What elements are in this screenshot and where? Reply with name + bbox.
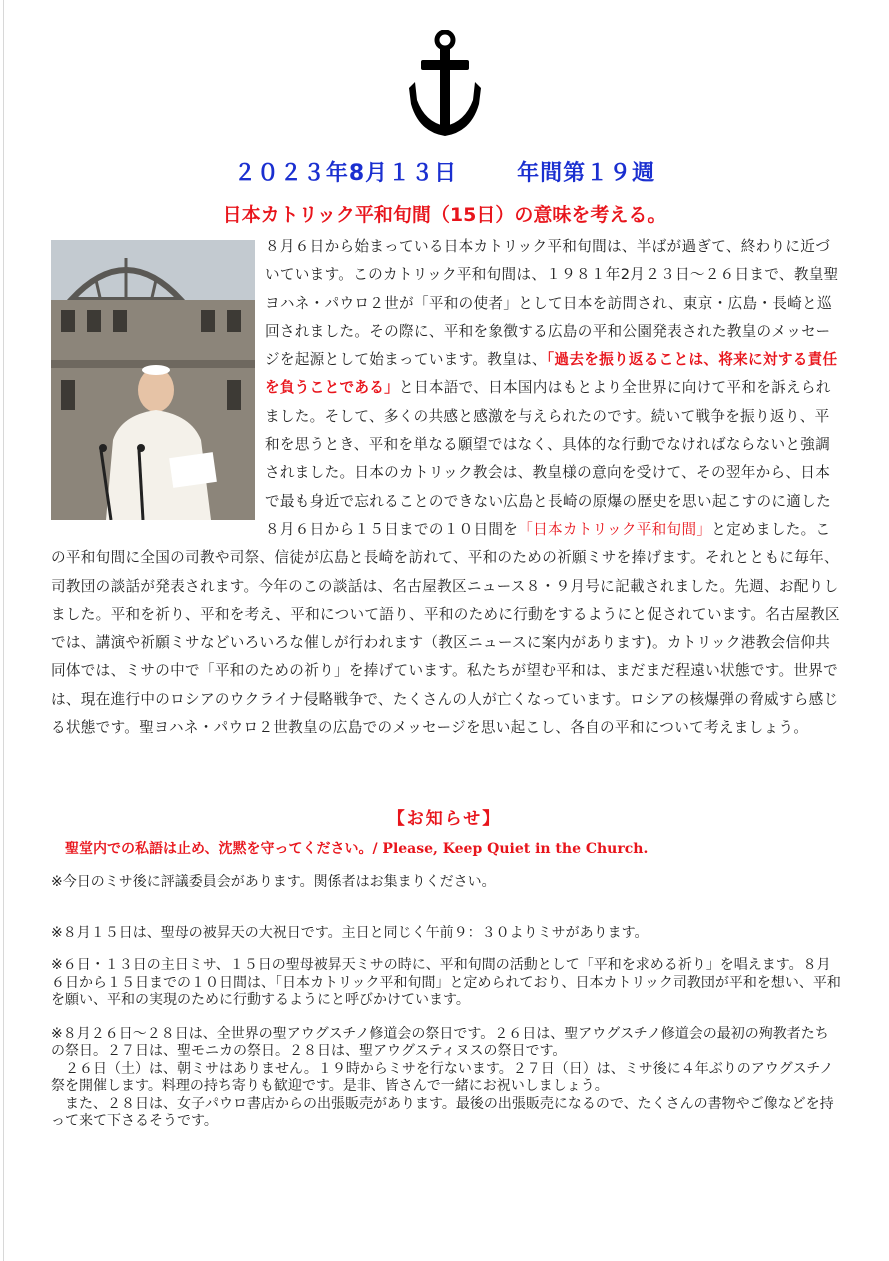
notices-title: 【お知らせ】 <box>387 809 502 829</box>
notice-item: ※６日・１３日の主日ミサ、１５日の聖母被昇天ミサの時に、平和旬間の活動として「平和を求める祈り」を唱えます。８月６日から１５日までの１０日間は、「日本カトリック平和旬間」と定められており、日本カトリック司教団が平和を想い、平和を願い、平和の実現のために行動するようにと呼びかけています。 <box>51 957 841 1008</box>
article-text-3: と定めました。この平和旬間に全国の司教や司祭、信徒が広島と長崎を訪れて、平和のための祈願ミサを捧げます。それとともに毎年、司教団の談話が発表されます。今年のこの談話は、名古屋教区ニュース８・９月号に記載されました。先週、お配りしました。平和を祈り、平和を考え、平和について語り、平和のために行動をするようにと促されています。名古屋教区では、講演や祈願ミサなどいろいろな催しが行われます（教区ニュースに案内があります)。カトリック港教会信仰共同体では、ミサの中で「平和のための祈り」を捧げています。私たちが望む平和は、まだまだ程遠い状態です。世界では、現在進行中のロシアのウクライナ侵略戦争で、たくさんの人が亡くなっています。ロシアの核爆弾の脅威すら感じる状態です。聖ヨハネ・パウロ２世教皇の広島でのメッセージを思い起こし、各自の平和について考えましょう。 <box>51 520 840 737</box>
date-line <box>0 156 889 187</box>
article-headline: 日本カトリック平和旬間（15日）の意味を考える。 <box>222 204 667 226</box>
notice-item: ※８月１５日は、聖母の被昇天の大祝日です。主日と同じく午前９：３０よりミサがあります。 <box>51 924 649 941</box>
notice-item: また、２８日は、女子パウロ書店からの出張販売があります。最後の出張販売になるので、たくさんの書物やご像などを持って来て下さるそうです。 <box>51 1095 834 1129</box>
notice-item: ※８月２６日～２８日は、全世界の聖アウグスチノ修道会の祭日です。２６日は、聖アウグスチノ修道会の最初の殉教者たちの祭日。２７日は、聖モニカの祭日。２８日は、聖アウグスティヌスの祭日です。 <box>51 1025 829 1059</box>
keep-quiet-notice: 聖堂内での私語は止め、沈黙を守ってください。/ Please, Keep Quiet in the Church. <box>65 841 649 857</box>
anchor-icon <box>405 30 485 138</box>
liturgical-week: 年間第１９週 <box>517 161 656 186</box>
article-text-2: と日本語で、日本国内はもとより全世界に向けて平和を訴えられました。そして、多くの共感と感激を与えられたのです。続いて戦争を振り返り、平和を思うとき、平和を単なる願望ではなく、具体的な行動でなければならないと強調されました。日本のカトリック教会は、教皇様の意向を受けて、その翌年から、日本で最も身近で忘れることのできない広島と長崎の原爆の歴史を思い起こすのに適した８月６日から１５日までの１０日間を <box>265 379 831 538</box>
article-text-1: ８月６日から始まっている日本カトリック平和旬間は、半ばが過ぎて、終わりに近づいています。このカトリック平和旬間は、１９８１年2月２３日～２６日まで、教皇聖ヨハネ・パウロ２世が「平和の使者」として日本を訪問され、東京・広島・長崎と巡回されました。その際に、平和を象徴する広島の平和公園発表された教皇のメッセージを起源として始まっています。教皇は、 <box>265 238 839 369</box>
anchor-header <box>0 30 889 138</box>
bulletin-date: ２０２３年8月１３日 <box>233 161 458 186</box>
article-body <box>51 233 841 742</box>
page-border <box>3 0 4 1261</box>
notices-list <box>51 874 841 1131</box>
notice-item: ※今日のミサ後に評議委員会があります。関係者はお集まりください。 <box>51 874 496 890</box>
pope-quote: 「過去を振り返ることは、将来に対する責任を負うことである」 <box>265 351 838 397</box>
peace-period-term: 「日本カトリック平和旬間」 <box>518 520 712 538</box>
notice-item: ２６日（土）は、朝ミサはありません。１９時からミサを行ないます。２７日（日）は、ミサ後に４年ぶりのアウグスチノ祭を開催します。料理の持ち寄りも歓迎です。是非、皆さんで一緒にお祝いしましょう。 <box>51 1060 834 1094</box>
